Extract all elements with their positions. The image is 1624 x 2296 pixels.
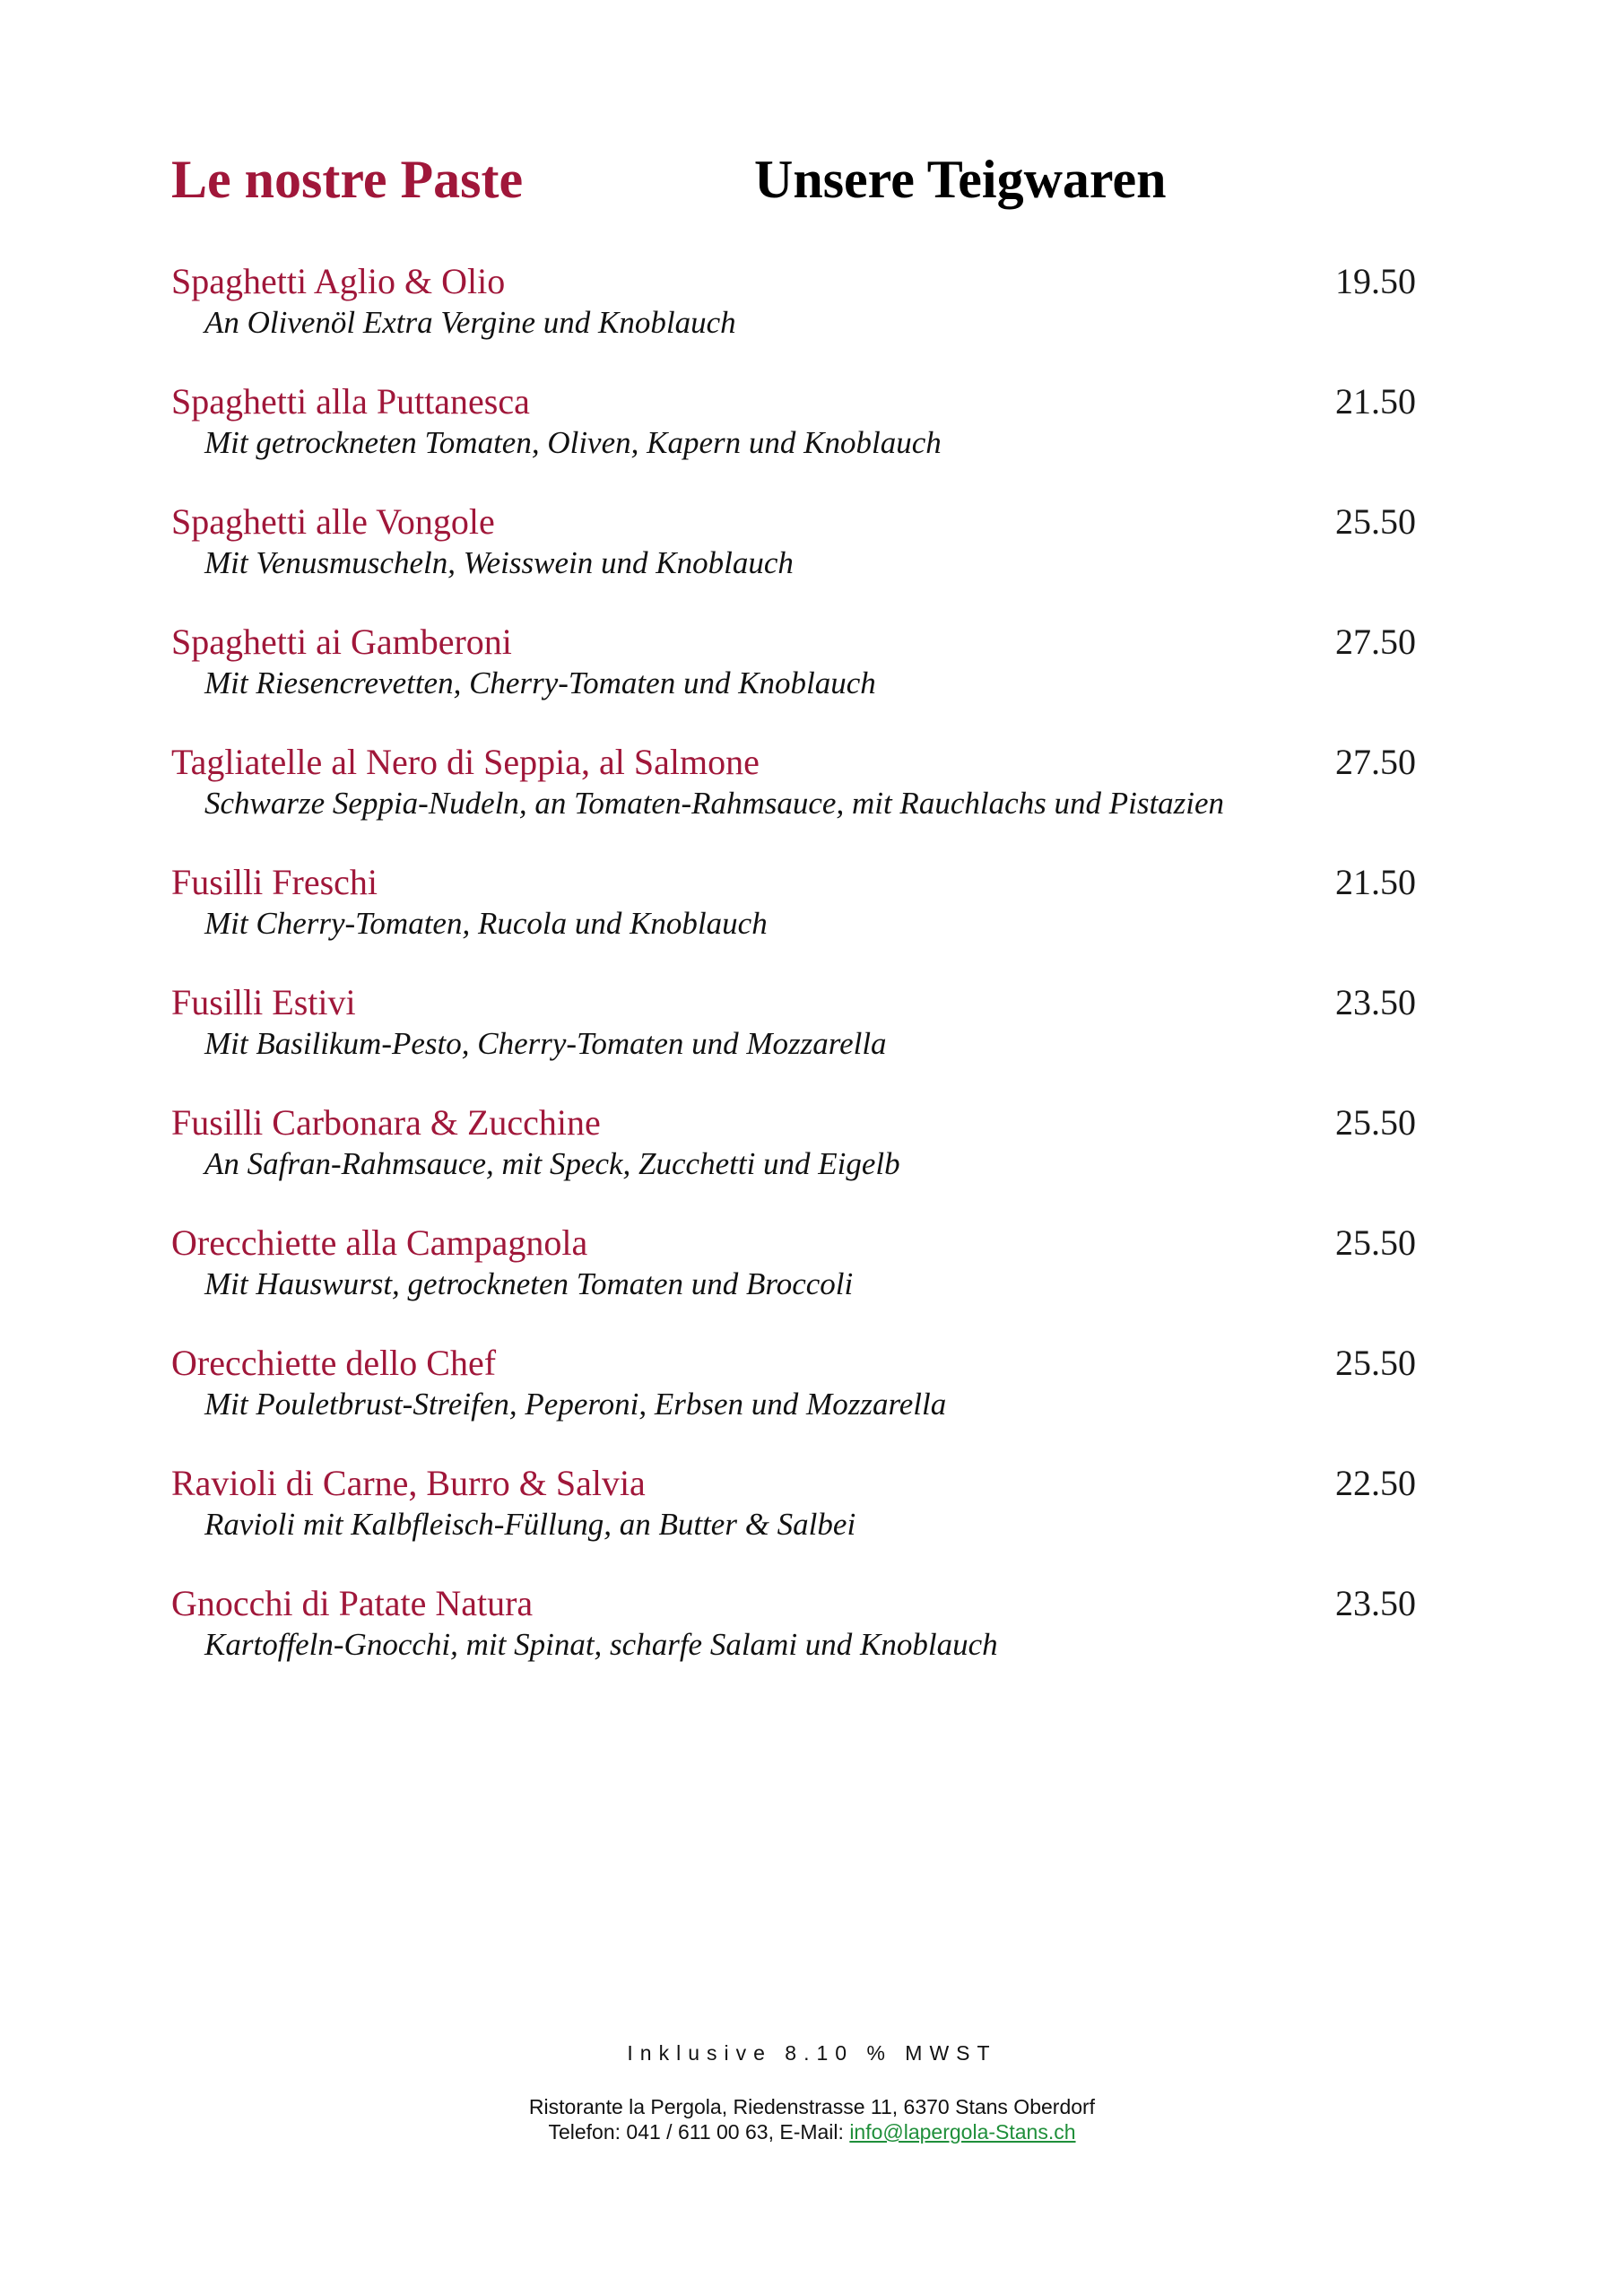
dish-price: 19.50 — [1335, 261, 1416, 301]
dish-description: An Olivenöl Extra Vergine und Knoblauch — [204, 305, 736, 340]
dish-description: An Safran-Rahmsauce, mit Speck, Zucchetti und Eigelb — [204, 1146, 900, 1181]
dish-description: Mit Basilikum-Pesto, Cherry-Tomaten und Mozzarella — [204, 1026, 887, 1061]
menu-item — [171, 981, 1427, 1101]
dish-price: 27.50 — [1335, 742, 1416, 782]
dish-description: Mit Riesencrevetten, Cherry-Tomaten und Knoblauch — [204, 665, 876, 700]
menu-list — [171, 260, 1427, 1702]
menu-item — [171, 1342, 1427, 1462]
dish-name: Spaghetti ai Gamberoni — [171, 622, 512, 662]
email-link[interactable]: info@lapergola-Stans.ch — [849, 2120, 1076, 2144]
page-title-german: Unsere Teigwaren — [754, 150, 1167, 209]
menu-item — [171, 1462, 1427, 1582]
dish-description: Mit Hauswurst, getrockneten Tomaten und Broccoli — [204, 1266, 854, 1301]
dish-name: Spaghetti Aglio & Olio — [171, 261, 506, 301]
dish-price: 21.50 — [1335, 381, 1416, 422]
menu-item — [171, 1101, 1427, 1222]
menu-item — [171, 500, 1427, 621]
vat-note: Inklusive 8.10 % MWST — [627, 2041, 997, 2065]
contact-line — [0, 2120, 1624, 2144]
menu-item — [171, 621, 1427, 741]
dish-name: Fusilli Freschi — [171, 862, 378, 902]
dish-price: 25.50 — [1335, 501, 1416, 542]
dish-description: Mit Venusmuscheln, Weisswein und Knoblauch — [204, 545, 794, 580]
dish-name: Spaghetti alla Puttanesca — [171, 381, 530, 422]
dish-price: 25.50 — [1335, 1222, 1416, 1263]
phone-text: Telefon: 041 / 611 00 63, E-Mail: — [548, 2120, 850, 2144]
dish-description: Kartoffeln-Gnocchi, mit Spinat, scharfe Salami und Knoblauch — [204, 1627, 998, 1662]
dish-price: 21.50 — [1335, 862, 1416, 902]
menu-item — [171, 260, 1427, 380]
dish-description: Schwarze Seppia-Nudeln, an Tomaten-Rahmsauce, mit Rauchlachs und Pistazien — [204, 786, 1225, 821]
menu-item — [171, 1222, 1427, 1342]
dish-price: 27.50 — [1335, 622, 1416, 662]
menu-item — [171, 861, 1427, 981]
dish-name: Spaghetti alle Vongole — [171, 501, 495, 542]
dish-description: Mit Pouletbrust-Streifen, Peperoni, Erbsen und Mozzarella — [204, 1387, 947, 1422]
page-title-italian: Le nostre Paste — [171, 150, 524, 209]
dish-name: Fusilli Estivi — [171, 982, 356, 1022]
dish-price: 22.50 — [1335, 1463, 1416, 1503]
dish-description: Mit Cherry-Tomaten, Rucola und Knoblauch — [204, 906, 768, 941]
restaurant-address: Ristorante la Pergola, Riedenstrasse 11, 6370 Stans Oberdorf — [528, 2095, 1096, 2118]
dish-name: Orecchiette alla Campagnola — [171, 1222, 588, 1263]
dish-description: Mit getrockneten Tomaten, Oliven, Kapern und Knoblauch — [204, 425, 942, 460]
dish-name: Tagliatelle al Nero di Seppia, al Salmone — [171, 742, 760, 782]
dish-name: Gnocchi di Patate Natura — [171, 1583, 534, 1623]
dish-price: 25.50 — [1335, 1102, 1416, 1143]
dish-name: Orecchiette dello Chef — [171, 1343, 497, 1383]
menu-item — [171, 741, 1427, 861]
dish-name: Fusilli Carbonara & Zucchine — [171, 1102, 601, 1143]
dish-price: 25.50 — [1335, 1343, 1416, 1383]
dish-price: 23.50 — [1335, 982, 1416, 1022]
dish-name: Ravioli di Carne, Burro & Salvia — [171, 1463, 646, 1503]
menu-item — [171, 380, 1427, 500]
dish-price: 23.50 — [1335, 1583, 1416, 1623]
menu-item — [171, 1582, 1427, 1702]
dish-description: Ravioli mit Kalbfleisch-Füllung, an Butter & Salbei — [204, 1507, 856, 1542]
